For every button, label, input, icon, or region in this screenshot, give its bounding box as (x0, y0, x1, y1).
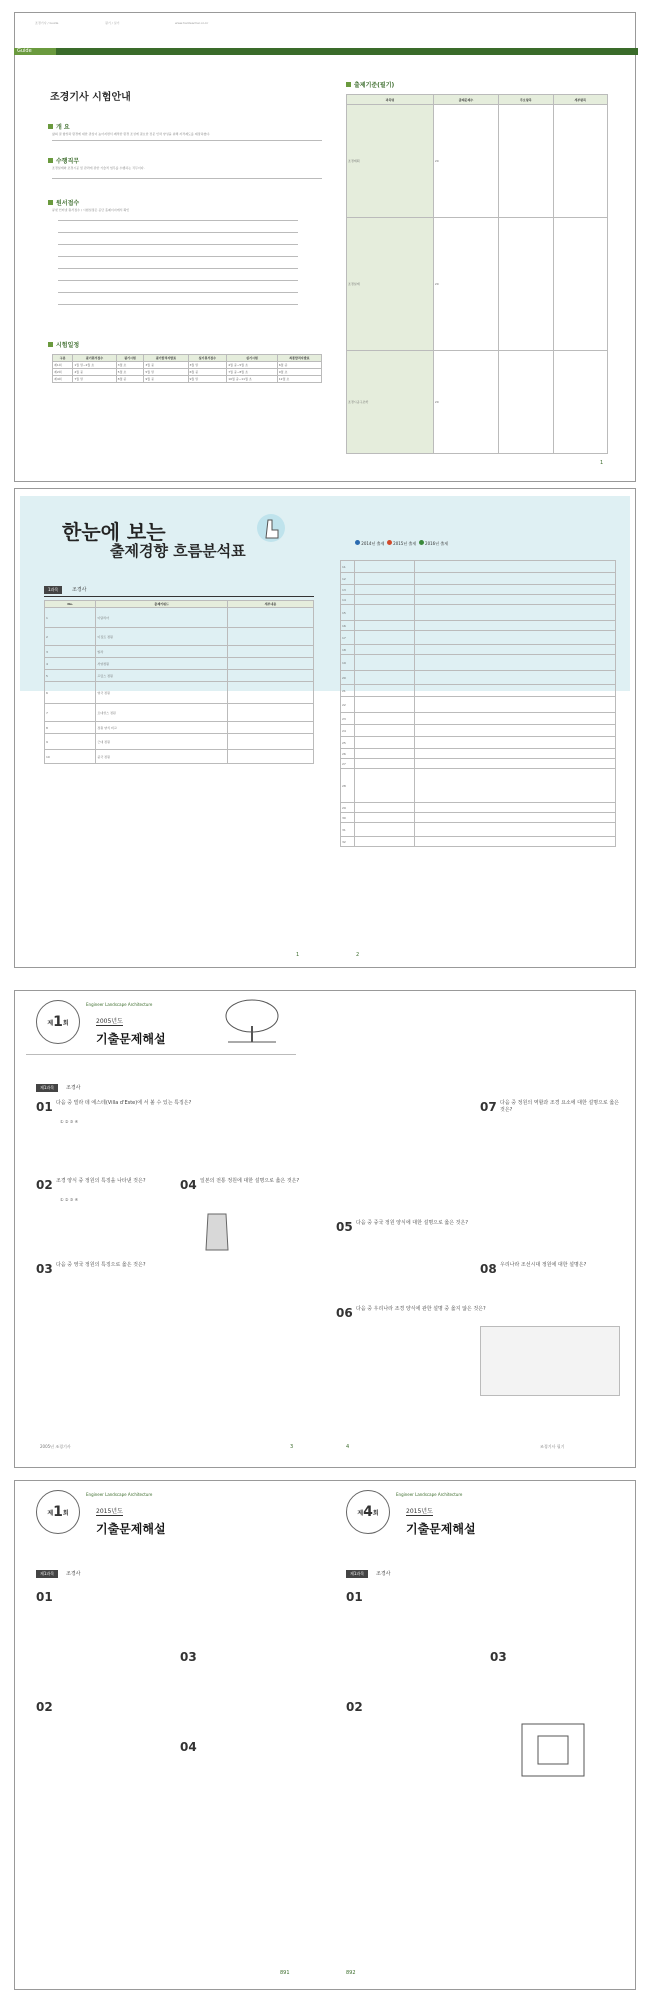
subject-name: 조경사 (66, 1571, 81, 1577)
question-number: 01 (346, 1590, 363, 1604)
round-badge: 제 4 회 (346, 1490, 390, 1534)
exam-title: 기출문제해설 (96, 1522, 166, 1536)
sculpture-image-icon (200, 1210, 234, 1254)
subject-tag: 제1과목 (36, 1084, 58, 1092)
section-heading: 수행직무 (48, 156, 79, 165)
brand-label: Engineer Landscape Architecture (396, 1492, 463, 1497)
section-heading: 개 요 (48, 122, 70, 131)
guide-bar (14, 48, 638, 55)
schedule-table: 구분 필기원서접수 필기시험 필기합격자발표 실기원서접수 실기시험 최종합격자발표 제1회 1월 말~2월 초 3월 초 3월 중 3월 말 4월 중~5월 초 6월 중 제2회 4월 중 5월 초 5월 말 6월 중 7월 중~8월 초 9월 초 제4회 7월 말 8월 중 9월 중 9월 말 10월 중~11월 초 12월 초 (52, 354, 322, 383)
trend-table-left: No. 출제키워드 세부내용 1 이탈리아 2 이집트 정원 3 빌라 4 서양정원 5 프랑스 정원 6 영국 정원 7 르네상스 정원 8 정원 양식 비교 9 근대 정원 10 중국 정원 (44, 600, 314, 764)
page-number: 4 (346, 1444, 350, 1450)
question-number: 06 (336, 1306, 353, 1320)
exam-year: 2015년도 (96, 1508, 123, 1515)
table-row: 제4회 7월 말 8월 중 9월 중 9월 말 10월 중~11월 초 12월 초 (53, 376, 322, 383)
page-number: 891 (280, 1970, 290, 1976)
spread-title-line2: 출제경향 흐름분석표 (110, 542, 246, 560)
floor-plan-icon (520, 1722, 586, 1778)
question-number: 02 (36, 1700, 53, 1714)
question-text: 다음 중 영국 정원의 특징으로 옳은 것은? (56, 1262, 146, 1268)
brand-label: Engineer Landscape Architecture (86, 1492, 153, 1497)
question-number: 05 (336, 1220, 353, 1234)
page-footer: 2005년 조경기사 (40, 1444, 71, 1449)
question-number: 07 (480, 1100, 497, 1114)
section-body: 조경설계와 조경시공 및 관리에 관한 기술적 업무를 수행하는 직무이다. (52, 166, 145, 170)
round-badge: 제 1 회 (36, 1490, 80, 1534)
question-text: 조경 양식 중 정원의 특징을 나타낸 것은? (56, 1178, 146, 1184)
section-name: 조경사 (72, 587, 87, 593)
subject-name: 조경사 (66, 1085, 81, 1091)
question-text: 다음 중 중국 정원 양식에 대한 설명으로 옳은 것은? (356, 1220, 468, 1226)
page-title: 조경기사 시험안내 (50, 92, 131, 103)
question-text: 다음 중 우리나라 조경 양식에 관한 설명 중 옳지 않은 것은? (356, 1306, 486, 1312)
section-body: 큐넷 인터넷 원서접수 / 시험일정은 공단 홈페이지에서 확인 (52, 208, 130, 212)
question-number: 03 (36, 1262, 53, 1276)
question-number: 03 (490, 1650, 507, 1664)
header-note: 필기 / 실기 (105, 21, 120, 25)
page-number: 2 (356, 952, 360, 958)
question-text: 일본의 전통 정원에 대한 설명으로 옳은 것은? (200, 1178, 300, 1184)
page-footer: 조경기사 필기 (540, 1444, 565, 1449)
page-number: 1 (600, 460, 604, 466)
header-note: 조경기사 / Guide (35, 21, 59, 25)
guide-tag: Guide (14, 48, 56, 55)
subject-tag: 제1과목 (346, 1570, 368, 1578)
question-number: 01 (36, 1100, 53, 1114)
exam-title: 기출문제해설 (406, 1522, 476, 1536)
question-number: 04 (180, 1178, 197, 1192)
question-number: 04 (180, 1740, 197, 1754)
spread-title-line1: 한눈에 보는 (62, 520, 166, 544)
exam-year: 2005년도 (96, 1018, 123, 1025)
exam-year: 2015년도 (406, 1508, 433, 1515)
table-row: 제1회 1월 말~2월 초 3월 초 3월 중 3월 말 4월 중~5월 초 6월 중 (53, 362, 322, 369)
section-label: 1과목 (44, 586, 62, 594)
page-number: 1 (296, 952, 300, 958)
header-note: www.hanteacher.co.kr (175, 21, 209, 25)
decorative-hand-icon (256, 510, 286, 546)
brand-label: Engineer Landscape Architecture (86, 1002, 153, 1007)
section-body: 삶의 질 향상과 환경에 대한 관심이 높아지면서 쾌적한 환경 조성에 필요한 전문 인력 양성을 위해 자격제도를 제정하였다. (52, 132, 211, 136)
question-number: 01 (36, 1590, 53, 1604)
page-exam-2005 (14, 990, 636, 1468)
page-number: 3 (290, 1444, 294, 1450)
round-badge: 제 1 회 (36, 1000, 80, 1044)
question-text: 다음 중 빌라 데 에스테(Villa d'Este)에 서 볼 수 있는 특징은? (56, 1100, 192, 1106)
section-heading: 출제기준(필기) (346, 80, 394, 89)
subject-tag: 제1과목 (36, 1570, 58, 1578)
question-number: 02 (36, 1178, 53, 1192)
page-number: 892 (346, 1970, 356, 1976)
exam-criteria-table: 과목명 출제문제수 주요항목 세부항목 조경계획 20 조경설계 20 조경시공구조학 20 (346, 94, 608, 454)
exam-title: 기출문제해설 (96, 1032, 166, 1046)
tree-illustration-icon (220, 996, 284, 1044)
question-number: 08 (480, 1262, 497, 1276)
section-heading: 원서접수 (48, 198, 79, 207)
question-text: 우리나라 조선시대 정원에 대한 설명은? (500, 1262, 587, 1268)
subject-name: 조경사 (376, 1571, 391, 1577)
legend: 2014년 출제 2015년 출제 2016년 출제 (355, 540, 448, 547)
question-number: 02 (346, 1700, 363, 1714)
trend-table-right: 11 12 13 14 15 16 17 18 19 20 21 22 23 24 25 26 27 28 29 30 31 32 (340, 560, 616, 847)
question-text: 다음 중 정원의 역할과 조경 요소에 대한 설명으로 옳은 것은? (500, 1100, 619, 1113)
table-row: 제2회 4월 중 5월 초 5월 말 6월 중 7월 중~8월 초 9월 초 (53, 369, 322, 376)
section-heading: 시험일정 (48, 340, 79, 349)
question-number: 03 (180, 1650, 197, 1664)
